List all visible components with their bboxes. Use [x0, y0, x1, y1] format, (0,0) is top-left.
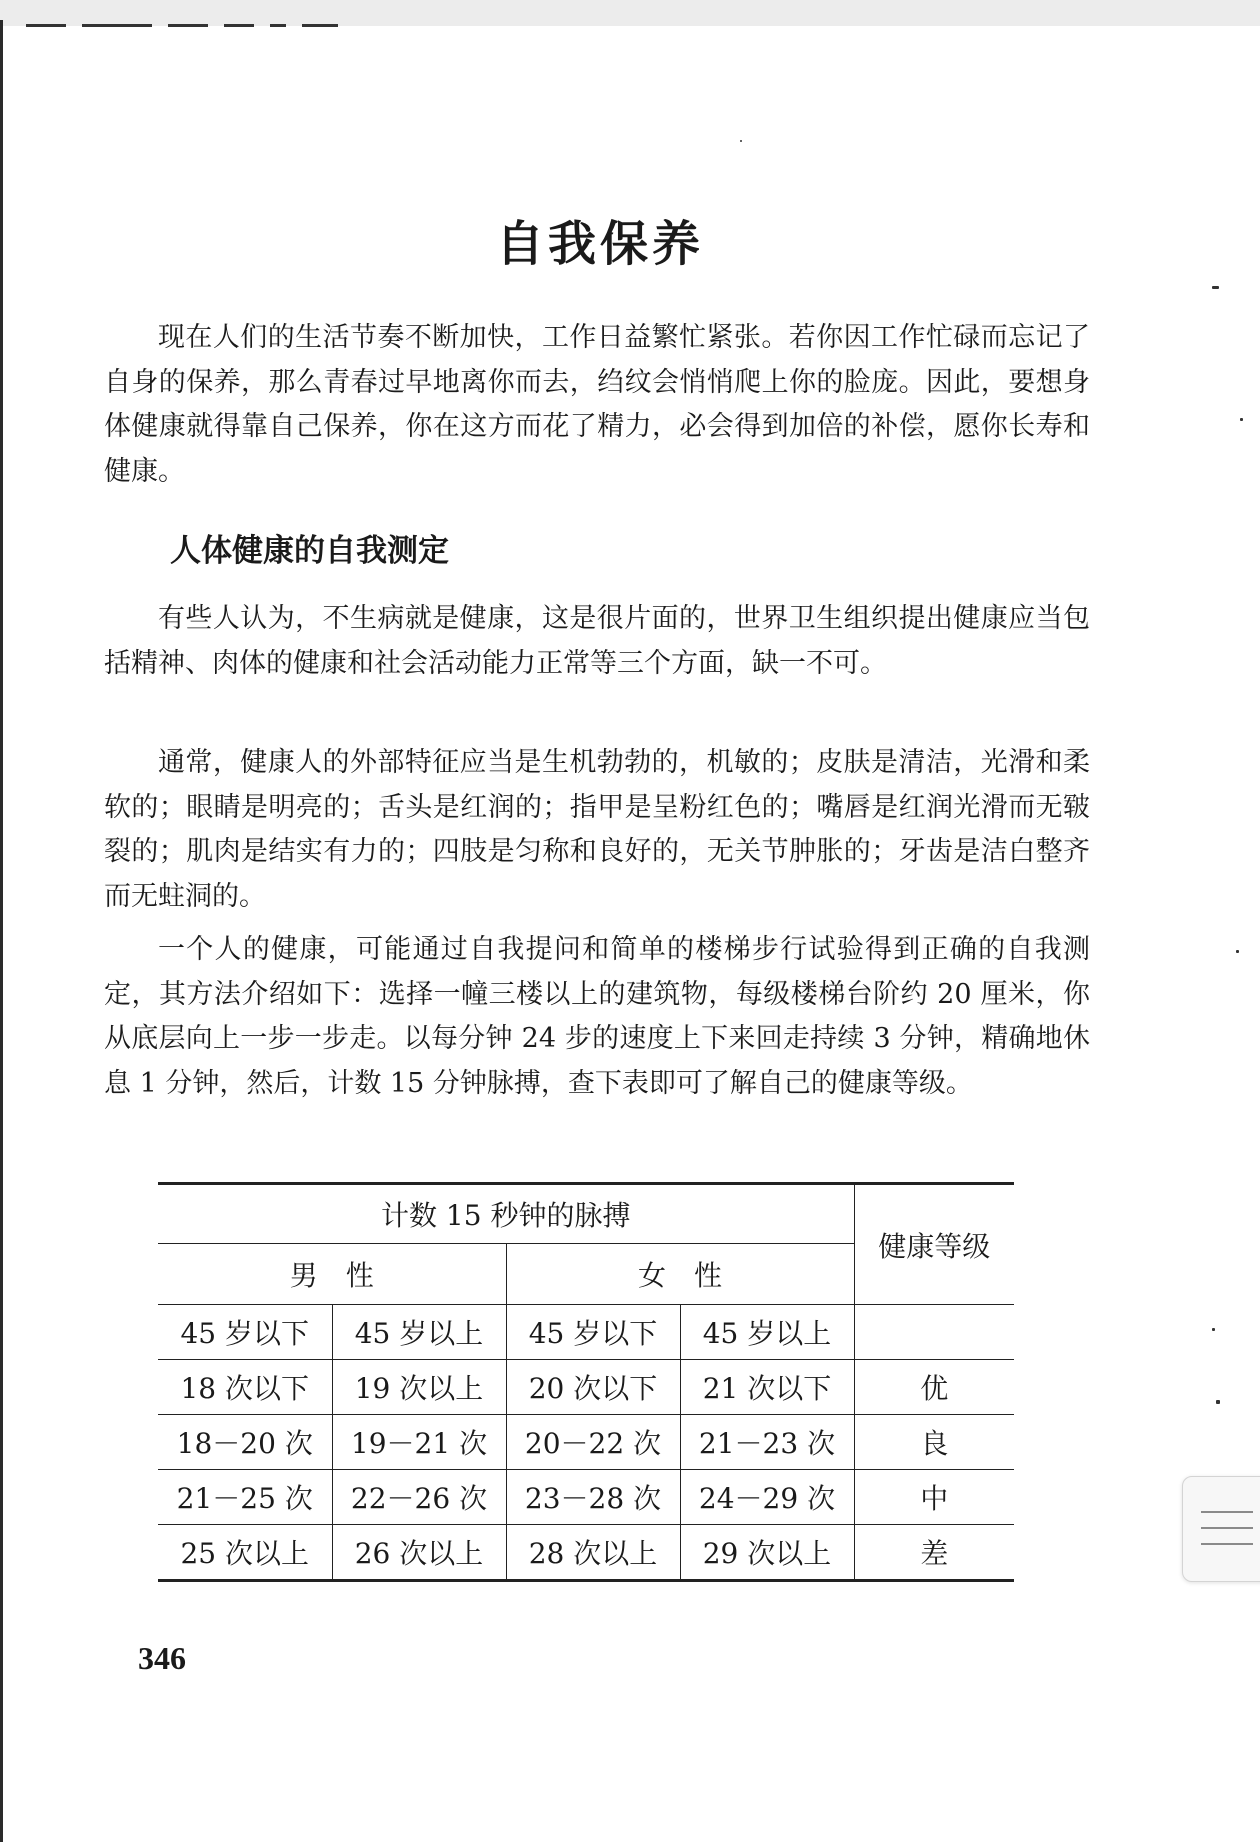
- body-paragraph-3: 一个人的健康，可能通过自我提问和简单的楼梯步行试验得到正确的自我测定，其方法介绍如下：选择一幢三楼以上的建筑物，每级楼梯台阶约 20 厘米，你从底层向上一步一步走。以每分钟 24 步的速度上下来回走持续 3 分钟，精确地休息 1 分钟，然后，计数 15 分钟脉搏，查下表即可了解自己的健康等级。: [104, 934, 1090, 1099]
- body-paragraph-2: 通常，健康人的外部特征应当是生机勃勃的，机敏的；皮肤是清洁，光滑和柔软的；眼睛是明亮的；舌头是红润的；指甲是呈粉红色的；嘴唇是红润光滑而无皲裂的；肌肉是结实有力的；四肢是匀称和良好的，无关节肿胀的；牙齿是洁白整齐而无蛀洞的。: [104, 747, 1090, 912]
- page-left-edge: [0, 20, 3, 1842]
- scan-speck: [1216, 1400, 1220, 1404]
- male-header: 男 性: [158, 1244, 506, 1305]
- age-group-row: [158, 1305, 1014, 1360]
- table-row: [158, 1360, 1014, 1415]
- scan-speck: [1236, 950, 1239, 953]
- grade-cell: 优: [854, 1360, 1014, 1415]
- scan-speck: [1212, 286, 1219, 289]
- pulse-cell: 20－22 次: [506, 1415, 680, 1470]
- grade-cell: 中: [854, 1470, 1014, 1525]
- health-grade-header: 健康等级: [854, 1184, 1014, 1305]
- age-group-cell: 45 岁以下: [158, 1305, 332, 1360]
- table-row: [158, 1525, 1014, 1581]
- grade-empty-cell: [854, 1305, 1014, 1360]
- table-header-row: [158, 1184, 1014, 1244]
- intro-paragraph: 现在人们的生活节奏不断加快，工作日益繁忙紧张。若你因工作忙碌而忘记了自身的保养，那么青春过早地离你而去，绉纹会悄悄爬上你的脸庞。因此，要想身体健康就得靠自己保养，你在这方而花了精力，必会得到加倍的补偿，愿你长寿和健康。: [104, 322, 1090, 487]
- age-group-cell: 45 岁以下: [506, 1305, 680, 1360]
- female-header: 女 性: [506, 1244, 854, 1305]
- scan-speck: [740, 140, 742, 142]
- grade-cell: 差: [854, 1525, 1014, 1581]
- section-heading: 人体健康的自我测定: [170, 533, 449, 569]
- pulse-cell: 18－20 次: [158, 1415, 332, 1470]
- pulse-cell: 21 次以下: [680, 1360, 854, 1415]
- pulse-cell: 21－23 次: [680, 1415, 854, 1470]
- pulse-cell: 28 次以上: [506, 1525, 680, 1581]
- pulse-cell: 22－26 次: [332, 1470, 506, 1525]
- scan-speck: [1212, 1328, 1215, 1331]
- table-row: [158, 1415, 1014, 1470]
- pulse-cell: 19 次以上: [332, 1360, 506, 1415]
- pulse-cell: 18 次以下: [158, 1360, 332, 1415]
- health-grade-table: [158, 1182, 1014, 1582]
- pulse-cell: 26 次以上: [332, 1525, 506, 1581]
- page-title: 自我保养: [495, 216, 704, 272]
- previous-page-fragment: [26, 24, 338, 34]
- pulse-cell: 25 次以上: [158, 1525, 332, 1581]
- pulse-cell: 24－29 次: [680, 1470, 854, 1525]
- pulse-cell: 29 次以上: [680, 1525, 854, 1581]
- viewer-menu-button[interactable]: [1182, 1476, 1260, 1582]
- grade-cell: 良: [854, 1415, 1014, 1470]
- age-group-cell: 45 岁以上: [680, 1305, 854, 1360]
- viewer-top-bar: [0, 0, 1260, 26]
- page-number: 346: [138, 1640, 186, 1676]
- pulse-count-header: 计数 15 秒钟的脉搏: [158, 1184, 854, 1244]
- pulse-cell: 19－21 次: [332, 1415, 506, 1470]
- pulse-cell: 21－25 次: [158, 1470, 332, 1525]
- pulse-cell: 20 次以下: [506, 1360, 680, 1415]
- table-row: [158, 1470, 1014, 1525]
- age-group-cell: 45 岁以上: [332, 1305, 506, 1360]
- scan-speck: [1240, 418, 1243, 421]
- body-paragraph-1: 有些人认为，不生病就是健康，这是很片面的，世界卫生组织提出健康应当包括精神、肉体的健康和社会活动能力正常等三个方面，缺一不可。: [104, 603, 1090, 679]
- pulse-cell: 23－28 次: [506, 1470, 680, 1525]
